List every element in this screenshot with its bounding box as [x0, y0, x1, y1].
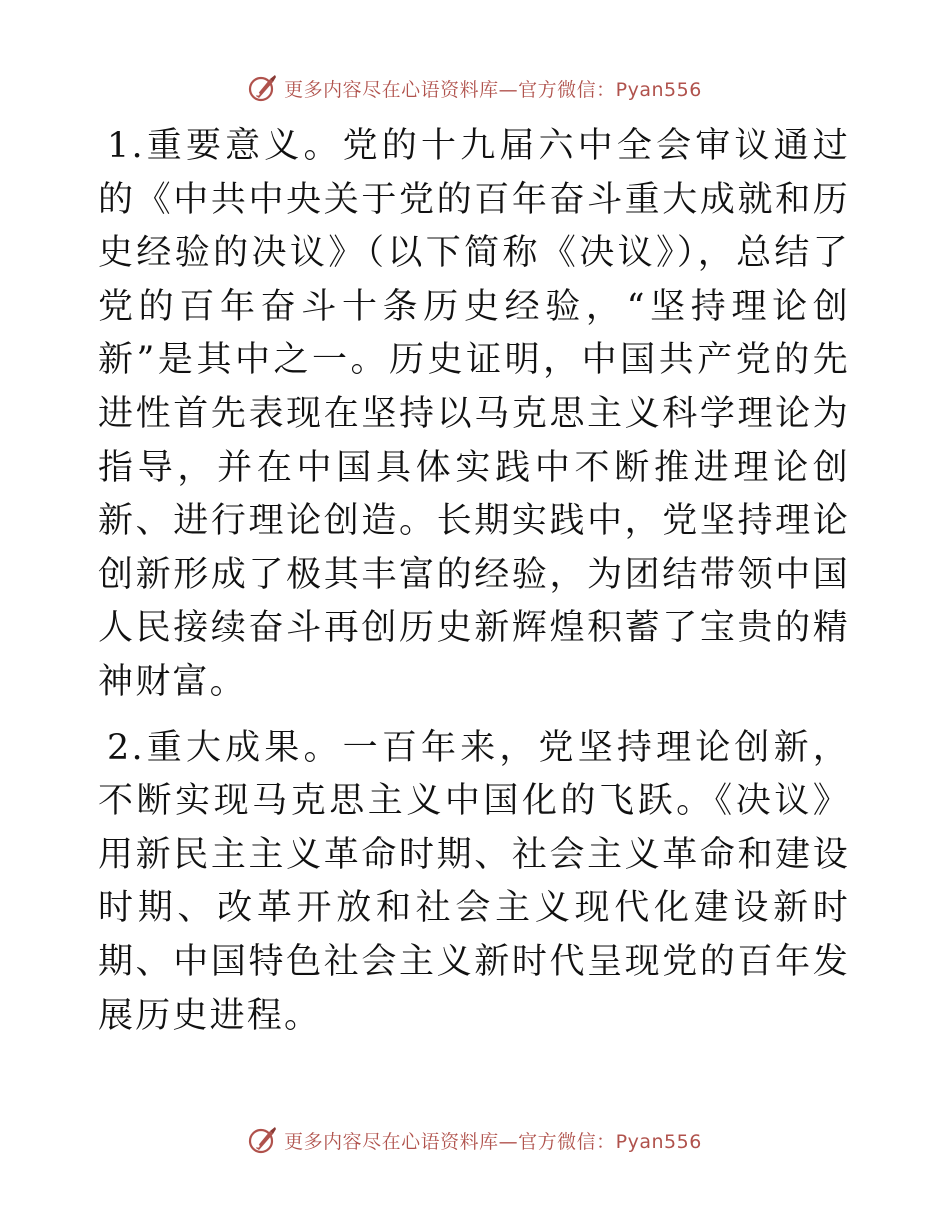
footer-banner-text: 更多内容尽在心语资料库—官方微信：Pyan556 — [284, 1130, 702, 1153]
header-banner — [0, 68, 950, 108]
header-banner-inner — [248, 73, 702, 103]
quill-pen-logo-icon — [248, 73, 278, 103]
paragraph-achievements: 2.重大成果。一百年来，党坚持理论创新，不断实现马克思主义中国化的飞跃。《决议》用新民主主义革命时期、社会主义革命和建设时期、改革开放和社会主义现代化建设新时期、中国特色社会主义新时代呈现党的百年发展历史进程。 — [98, 727, 850, 1036]
quill-pen-logo-icon — [248, 1125, 278, 1155]
header-banner-text: 更多内容尽在心语资料库—官方微信：Pyan556 — [284, 78, 702, 101]
paragraph-significance: 1.重要意义。党的十九届六中全会审议通过的《中共中央关于党的百年奋斗重大成就和历史经验的决议》（以下简称《决议》），总结了党的百年奋斗十条历史经验，“坚持理论创新”是其中之一。历史证明，中国共产党的先进性首先表现在坚持以马克思主义科学理论为指导，并在中国具体实践中不断推进理论创新、进行理论创造。长期实践中，党坚持理论创新形成了极其丰富的经验，为团结带领中国人民接续奋斗再创历史新辉煌积蓄了宝贵的精神财富。 — [98, 126, 850, 702]
footer-banner-inner — [248, 1125, 702, 1155]
document-body — [98, 120, 850, 1055]
footer-banner — [0, 1120, 950, 1160]
